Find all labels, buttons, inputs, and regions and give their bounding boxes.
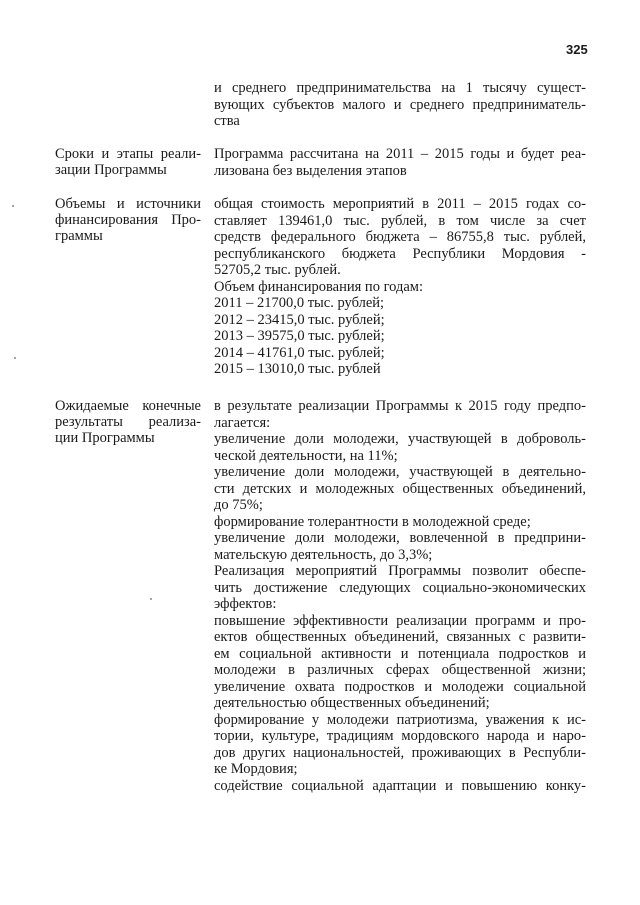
text-line: содействие социальной адаптации и повышению конку-: [214, 777, 586, 794]
label-line: ции Программы: [55, 430, 155, 446]
text-line: Объем финансирования по годам:: [214, 278, 424, 295]
text-line: увеличение доли молодежи, участвующей в доброволь-: [214, 431, 586, 447]
scan-speck: [150, 598, 152, 600]
scan-speck: [14, 357, 16, 359]
text-line: молодежи в различных сферах общественной жизни;: [214, 662, 586, 678]
continuation-content: [214, 80, 586, 130]
text-line: ектов общественных объединений, связанных с развити-: [214, 629, 586, 645]
text-line: мательскую деятельность, до 3,3%;: [214, 546, 433, 563]
text-line: Программа рассчитана на 2011 – 2015 годы и будет реа-: [214, 146, 586, 162]
text-line: эффектов:: [214, 596, 277, 612]
text-line: тории, культуре, традициям мордовского народа и наро-: [214, 728, 586, 744]
text-line: дов других национальностей, проживающих в Республи-: [214, 744, 586, 761]
text-line: лагается:: [214, 414, 271, 431]
text-line: деятельностью общественных объединений;: [214, 695, 490, 711]
text-line: 2015 – 13010,0 тыс. рублей: [214, 361, 381, 377]
text-line: республиканского бюджета Республики Мордовия -: [214, 245, 586, 262]
scan-speck: [12, 205, 14, 207]
label-line: Сроки и этапы реали-: [55, 146, 201, 162]
text-line: 52705,2 тыс. рублей.: [214, 262, 341, 278]
section-content: [214, 196, 586, 378]
text-line: в результате реализации Программы к 2015 году предпо-: [214, 398, 586, 414]
text-line: увеличение доли молодежи, вовлеченной в предприни-: [214, 530, 586, 546]
text-line: вующих субъектов малого и среднего предприниматель-: [214, 96, 586, 113]
text-line: лизована без выделения этапов: [214, 162, 407, 179]
label-line: Объемы и источники: [55, 196, 201, 212]
text-line: 2014 – 41761,0 тыс. рублей;: [214, 344, 385, 361]
text-line: формирование у молодежи патриотизма, уважения к ис-: [214, 711, 586, 728]
section-content: [214, 398, 586, 794]
text-line: повышение эффективности реализации программ и про-: [214, 612, 586, 629]
text-line: 2011 – 21700,0 тыс. рублей;: [214, 295, 385, 311]
text-line: Реализация мероприятий Программы позволит обеспе-: [214, 563, 586, 579]
text-line: чить достижение следующих социально-экономических: [214, 579, 586, 596]
text-line: 2012 – 23415,0 тыс. рублей;: [214, 311, 385, 328]
text-line: ем социальной активности и потенциала подростков и: [214, 645, 586, 662]
text-line: ставляет 139461,0 тыс. рублей, в том числе за счет: [214, 212, 586, 229]
text-line: ства: [214, 113, 240, 129]
text-line: увеличение доли молодежи, участвующей в деятельно-: [214, 464, 586, 480]
label-line: Ожидаемые конечные: [55, 398, 201, 414]
text-line: общая стоимость мероприятий в 2011 – 2015 годах со-: [214, 196, 586, 212]
text-line: увеличение охвата подростков и молодежи социальной: [214, 678, 586, 695]
label-line: результаты реализа-: [55, 414, 201, 430]
section-content: [214, 146, 586, 179]
text-line: формирование толерантности в молодежной среде;: [214, 513, 531, 530]
text-line: 2013 – 39575,0 тыс. рублей;: [214, 328, 385, 344]
section-label: [55, 146, 201, 178]
label-line: финансирования Про-: [55, 212, 201, 228]
text-line: ке Мордовия;: [214, 761, 298, 777]
label-line: граммы: [55, 228, 103, 244]
section-label: [55, 196, 201, 244]
text-line: до 75%;: [214, 497, 263, 513]
text-line: ческой деятельности, на 11%;: [214, 447, 398, 464]
text-line: сти детских и молодежных общественных объединений,: [214, 480, 586, 497]
text-line: и среднего предпринимательства на 1 тысячу сущест-: [214, 80, 586, 96]
text-line: средств федерального бюджета – 86755,8 тыс. рублей,: [214, 229, 586, 245]
page-number: 325: [566, 42, 588, 57]
section-label: [55, 398, 201, 446]
label-line: зации Программы: [55, 162, 167, 178]
